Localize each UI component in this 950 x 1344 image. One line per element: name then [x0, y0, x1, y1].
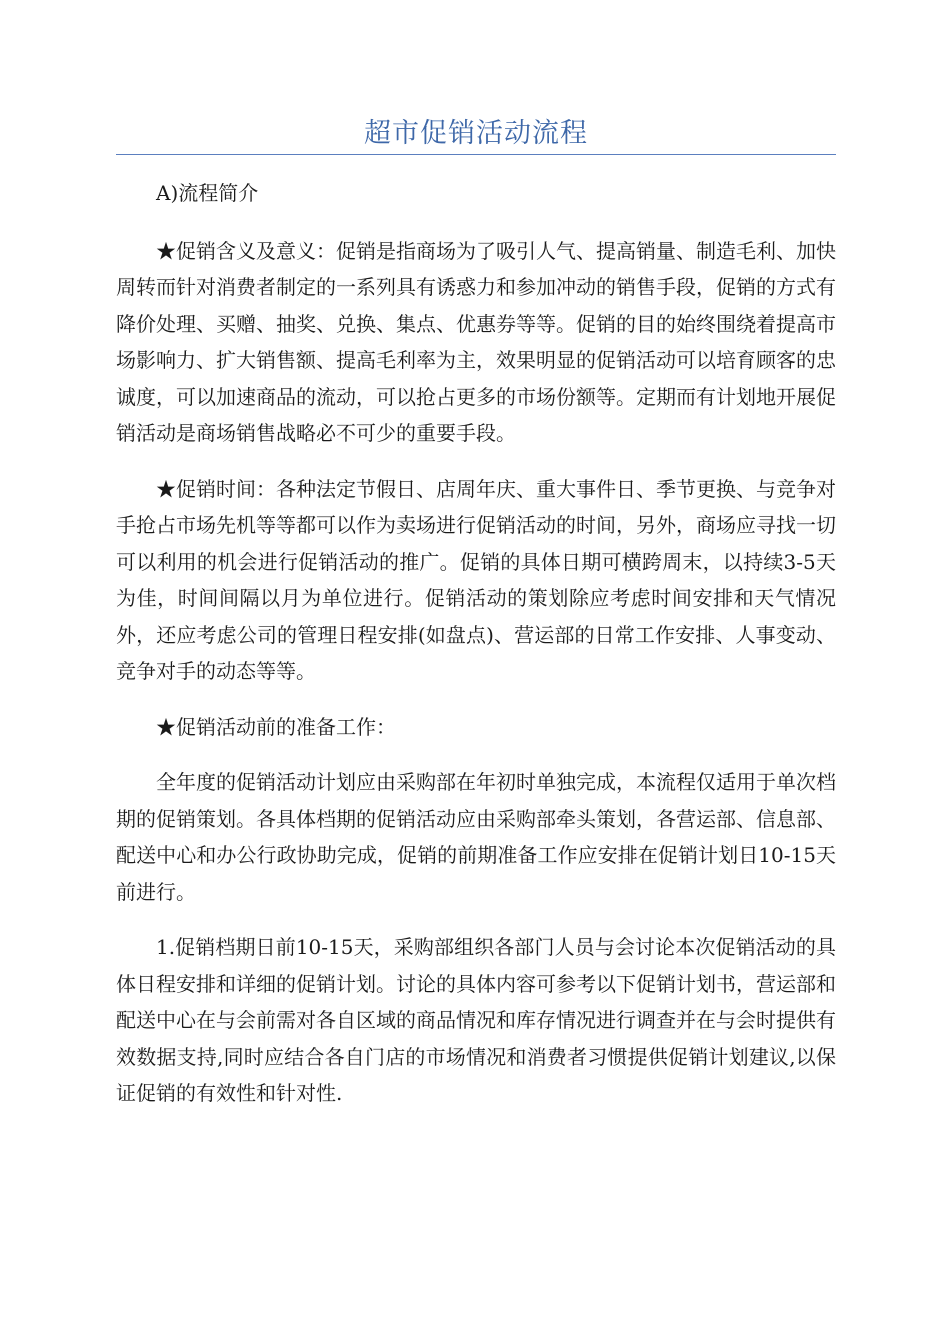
- paragraph-step-1: 1.促销档期日前10-15天，采购部组织各部门人员与会讨论本次促销活动的具体日程安排和详细的促销计划。讨论的具体内容可参考以下促销计划书，营运部和配送中心在与会前需对各自区域的商品情况和库存情况进行调查并在与会时提供有效数据支持,同时应结合各自门店的市场情况和消费者习惯提供促销计划建议,以保证促销的有效性和针对性.: [116, 935, 836, 1105]
- document-body: [116, 175, 836, 1131]
- paragraph-annual-plan: 全年度的促销活动计划应由采购部在年初时单独完成，本流程仅适用于单次档期的促销策划。各具体档期的促销活动应由采购部牵头策划，各营运部、信息部、配送中心和办公行政协助完成，促销的前期准备工作应安排在促销计划日10-15天前进行。: [116, 770, 836, 904]
- paragraph-meaning: ★促销含义及意义：促销是指商场为了吸引人气、提高销量、制造毛利、加快周转而针对消费者制定的一系列具有诱惑力和参加冲动的销售手段，促销的方式有降价处理、买赠、抽奖、兑换、集点、优惠券等等。促销的目的始终围绕着提高市场影响力、扩大销售额、提高毛利率为主，效果明显的促销活动可以培育顾客的忠诚度，可以加速商品的流动，可以抢占更多的市场份额等。定期而有计划地开展促销活动是商场销售战略必不可少的重要手段。: [116, 238, 836, 445]
- title-underline: [116, 154, 836, 155]
- section-heading-intro: A)流程简介: [156, 181, 259, 205]
- document-title: 超市促销活动流程: [364, 118, 588, 149]
- paragraph-preparation-heading: ★促销活动前的准备工作：: [156, 714, 396, 739]
- paragraph-timing: ★促销时间：各种法定节假日、店周年庆、重大事件日、季节更换、与竞争对手抢占市场先机等等都可以作为卖场进行促销活动的时间，另外，商场应寻找一切可以利用的机会进行促销活动的推广。促销的具体日期可横跨周末，以持续3-5天为佳，时间间隔以月为单位进行。促销活动的策划除应考虑时间安排和天气情况外，还应考虑公司的管理日程安排(如盘点)、营运部的日常工作安排、人事变动、竞争对手的动态等等。: [116, 476, 836, 683]
